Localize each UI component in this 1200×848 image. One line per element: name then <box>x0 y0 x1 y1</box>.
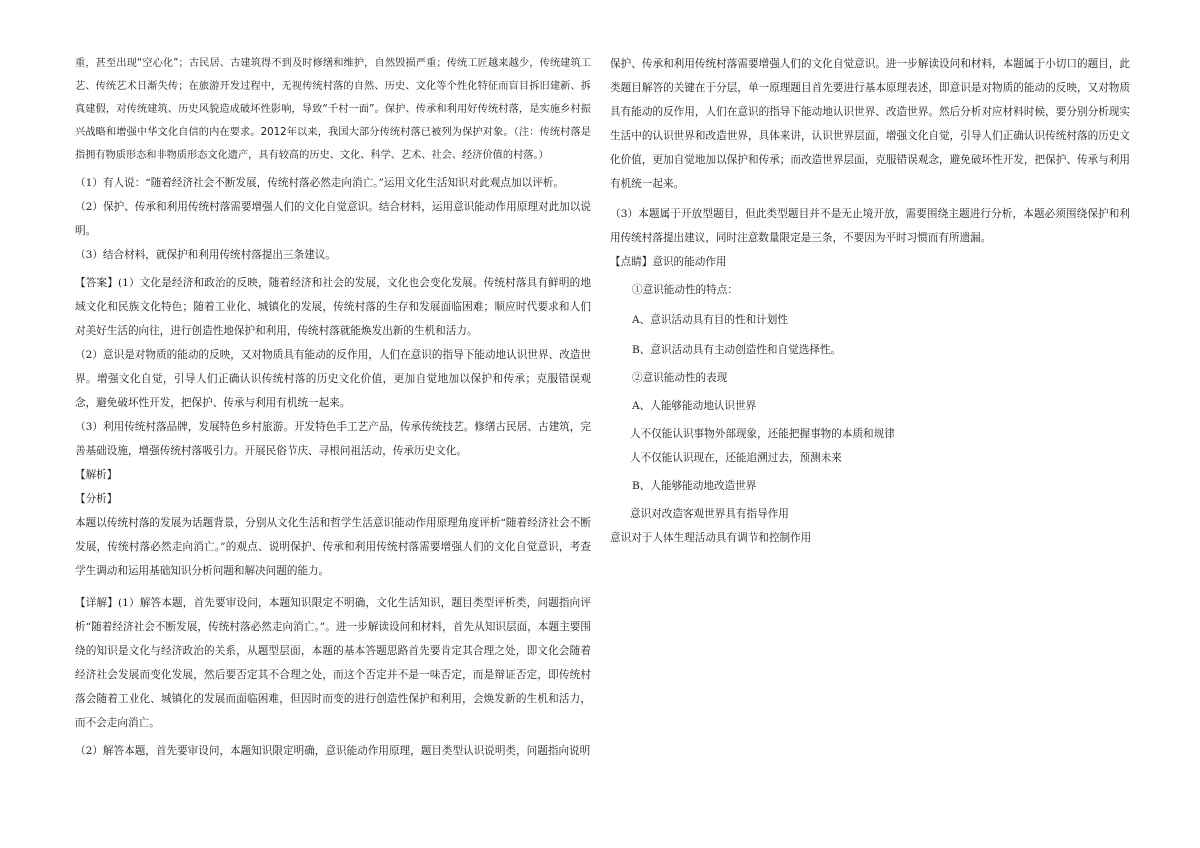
detail-2-continued: 保护、传承和利用传统村落需要增强人们的文化自觉意识。进一步解读设问和材料，本题属于小切口的题目，此类题目解答的关键在于分层，单一原理题目首先要进行基本原理表述，即意识是对物质的能动的反映，又对物质具有能动的反作用，人们在意识的指导下能动地认识世界、改造世界。然后分析对应材料时候，要分别分析现实生活中的认识世界和改造世界，具体来讲，认识世界层面，增强文化自觉，引导人们正确认识传统村落的历史文化价值，更加自觉地加以保护和传承；而改造世界层面，克服错误观念，避免破坏性开发，把保护、传承与利用有机统一起来。 <box>610 58 1130 190</box>
point-2-title: ②意识能动性的表现 <box>632 372 728 384</box>
point-2-b-1: 意识对改造客观世界具有指导作用 <box>630 508 789 520</box>
point-2-b: B、人能够能动地改造世界 <box>632 480 757 492</box>
detail-1: 【详解】(1）解答本题，首先要审设问，本题知识限定不明确，文化生活知识，题目类型评析类，问题指向评析“随着经济社会不断发展，传统村落必然走向消亡。”。进一步解读设问和材料，首先从知识层面，本题主要围绕的知识是文化与经济政治的关系，从题型层面，本题的基本答题思路首先要肯定其合理之处，即文化会随着经济社会发展而变化发展，然后要否定其不合理之处，而这个否定并不是一味否定，而是辩证否定，即传统村落会随着工业化、城镇化的发展而面临困难，但因时而变的进行创造性保护和利用，会焕发新的生机和活力，而不会走向消亡。 <box>75 597 591 729</box>
fenxi-heading: 【分析】 <box>75 493 118 505</box>
detail-3: （3）本题属于开放型题目，但此类型题目并不是无止境开放，需要围绕主题进行分析，本题必须围绕保护和利用传统村落提出建议，同时注意数量限定是三条，不要因为平时习惯而有所遗漏。 <box>610 208 1130 244</box>
question-3: （3）结合材料，就保护和利用传统村落提出三条建议。 <box>75 249 336 261</box>
point-1-title: ①意识能动性的特点： <box>632 284 738 296</box>
point-2-b-2: 意识对于人体生理活动具有调节和控制作用 <box>610 532 812 544</box>
answer-1: 【答案】(1）文化是经济和政治的反映，随着经济和社会的发展，文化也会变化发展。传统村落具有鲜明的地域文化和民族文化特色；随着工业化、城镇化的发展，传统村落的生存和发展面临困难；顺应时代要求和人们对美好生活的向往，进行创造性地保护和利用，传统村落就能焕发出新的生机和活力。 <box>75 277 591 337</box>
question-2: （2）保护、传承和利用传统村落需要增强人们的文化自觉意识。结合材料，运用意识能动作用原理对此加以说明。 <box>75 201 591 237</box>
question-1: （1）有人说：“随着经济社会不断发展，传统村落必然走向消亡。”运用文化生活知识对此观点加以评析。 <box>75 177 564 189</box>
analysis-paragraph: 本题以传统村落的发展为话题背景，分别从文化生活和哲学生活意识能动作用原理角度评析“随着经济社会不断发展，传统村落必然走向消亡。”的观点、说明保护、传承和利用传统村落需要增强人们的文化自觉意识，考查学生调动和运用基础知识分析问题和解决问题的能力。 <box>75 517 591 577</box>
point-1-a: A、意识活动具有目的性和计划性 <box>632 314 788 326</box>
analysis-heading: 【解析】 <box>75 469 118 481</box>
answer-3: （3）利用传统村落品牌，发展特色乡村旅游。开发特色手工艺产品，传承传统技艺。修缮古民居、古建筑，完善基础设施，增强传统村落吸引力。开展民俗节庆、寻根问祖活动，传承历史文化。 <box>75 421 591 457</box>
point-2-a-2: 人不仅能认识现在，还能追溯过去，预测未来 <box>630 452 842 464</box>
point-1-b: B、意识活动具有主动创造性和自觉选择性。 <box>632 344 842 356</box>
answer-2: （2）意识是对物质的能动的反映，又对物质具有能动的反作用，人们在意识的指导下能动地认识世界、改造世界。增强文化自觉，引导人们正确认识传统村落的历史文化价值，更加自觉地加以保护和传承；克服错误观念，避免破坏性开发，把保护、传承与利用有机统一起来。 <box>75 349 591 409</box>
point-2-a-1: 人不仅能认识事物外部现象，还能把握事物的本质和规律 <box>630 428 895 440</box>
point-2-a: A、人能够能动地认识世界 <box>632 400 757 412</box>
left-column <box>75 52 591 763</box>
dianjing-heading: 【点睛】意识的能动作用 <box>610 256 727 268</box>
right-column <box>610 52 1130 550</box>
detail-2-start: （2）解答本题，首先要审设问，本题知识限定明确，意识能动作用原理，题目类型认识说明类，问题指向说明 <box>75 745 591 757</box>
material-paragraph: 重，甚至出现“空心化”；古民居、古建筑得不到及时修缮和维护，自然毁损严重；传统工匠越来越少，传统建筑工艺、传统艺术日渐失传；在旅游开发过程中，无视传统村落的自然、历史、文化等个性化特征而盲目拆旧建新、拆真建假，对传统建筑、历史风貌造成破坏性影响，导致“千村一面”。保护、传承和利用好传统村落，是实施乡村振兴战略和增强中华文化自信的内在要求。2012年以来，我国大部分传统村落已被列为保护对象。（注：传统村落是指拥有物质形态和非物质形态文化遗产，具有较高的历史、文化、科学、艺术、社会、经济价值的村落。） <box>75 58 591 161</box>
